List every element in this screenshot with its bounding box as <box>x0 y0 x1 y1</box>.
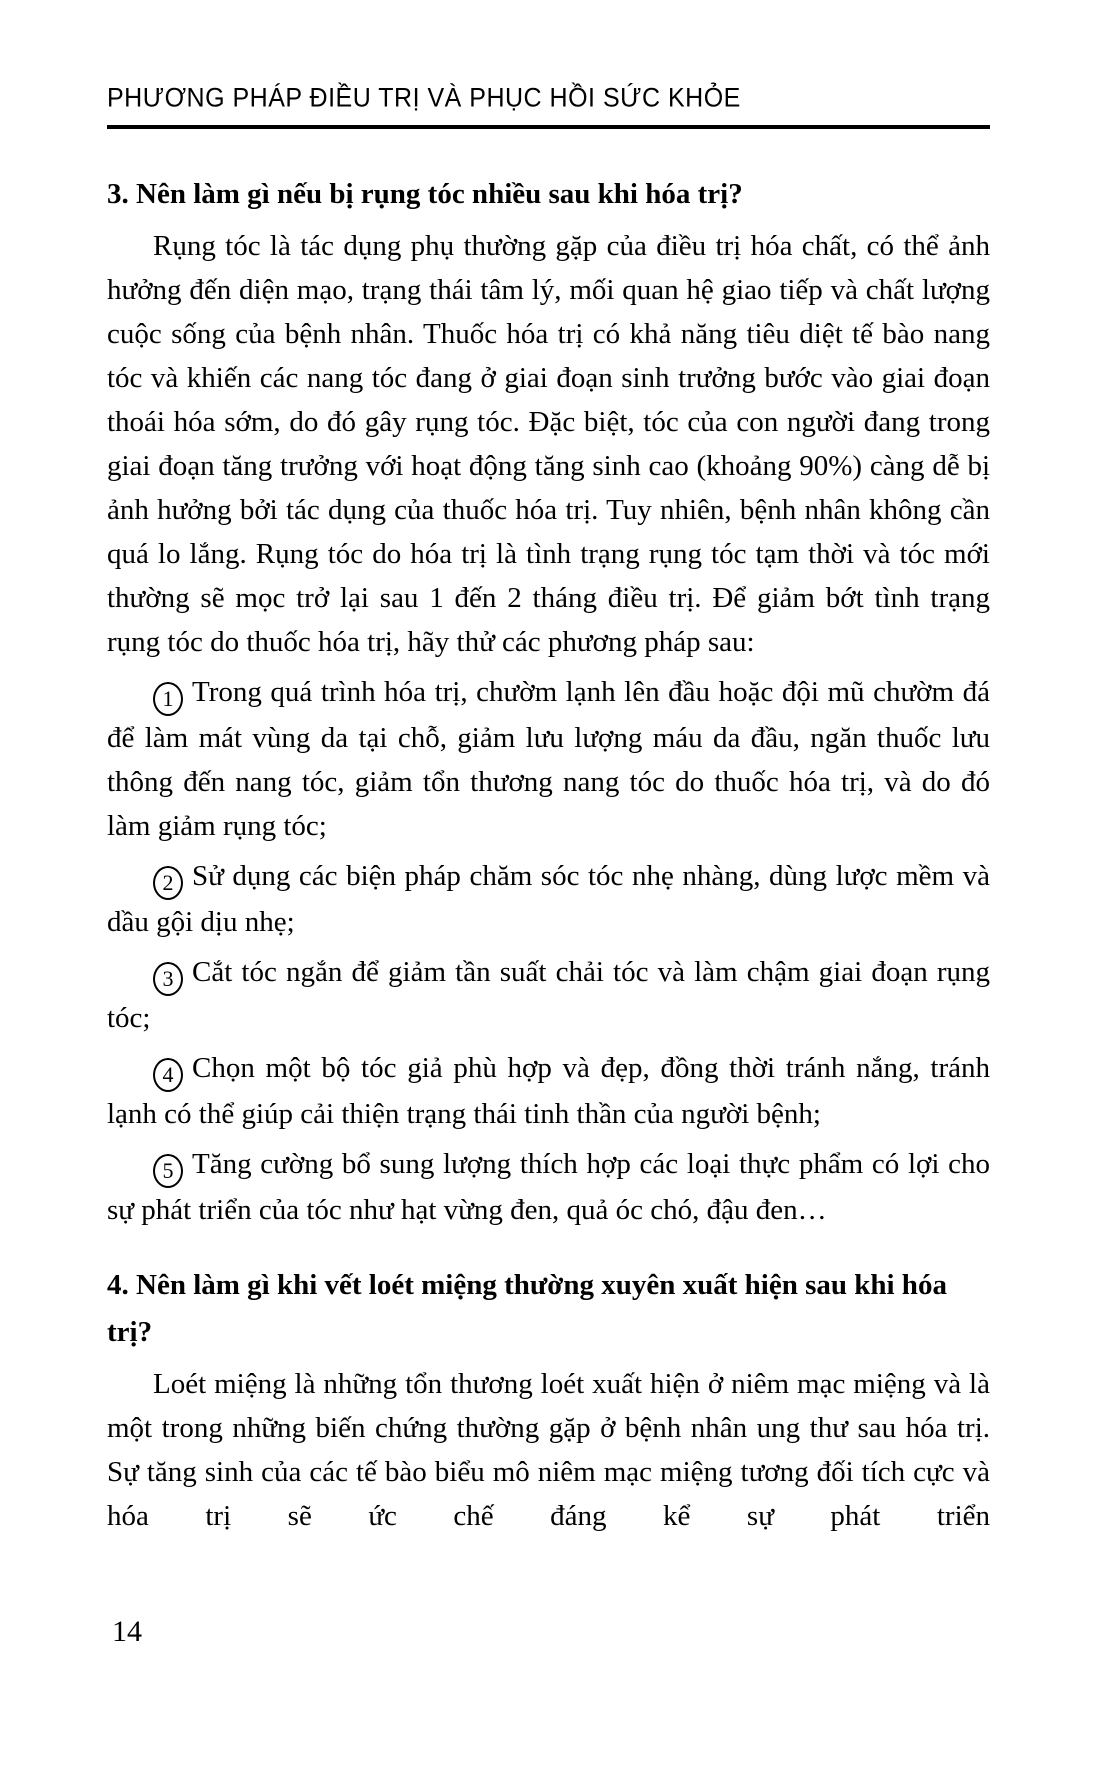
list-item-4-text: Chọn một bộ tóc giả phù hợp và đẹp, đồng thời tránh nắng, tránh lạnh có thể giúp cải thiện trạng thái tinh thần của người bệnh; <box>107 1052 990 1130</box>
list-item-3-text: Cắt tóc ngắn để giảm tần suất chải tóc và làm chậm giai đoạn rụng tóc; <box>107 956 990 1034</box>
page-header <box>107 84 990 129</box>
circled-number-3-marker: 3 <box>153 962 183 996</box>
list-item-2-text: Sử dụng các biện pháp chăm sóc tóc nhẹ nhàng, dùng lược mềm và dầu gội dịu nhẹ; <box>107 860 990 938</box>
list-item-3 <box>107 950 990 1040</box>
list-item-4 <box>107 1046 990 1136</box>
list-item-5-text: Tăng cường bổ sung lượng thích hợp các loại thực phẩm có lợi cho sự phát triển của tóc như hạt vừng đen, quả óc chó, đậu đen… <box>107 1148 990 1226</box>
list-item-2 <box>107 854 990 944</box>
section-4-intro-paragraph: Loét miệng là những tổn thương loét xuất hiện ở niêm mạc miệng và là một trong những biến chứng thường gặp ở bệnh nhân ung thư sau hóa trị. Sự tăng sinh của các tế bào biểu mô niêm mạc miệng tương đối tích cực và hóa trị sẽ ức chế đáng kể sự phát triển <box>107 1368 990 1532</box>
list-item-5 <box>107 1142 990 1232</box>
circled-number-4-marker: 4 <box>153 1058 183 1092</box>
page-content <box>107 84 990 1538</box>
page-number: 14 <box>112 1615 142 1648</box>
header-rule <box>107 125 990 129</box>
section-3-intro-paragraph: Rụng tóc là tác dụng phụ thường gặp của điều trị hóa chất, có thể ảnh hưởng đến diện mạo, trạng thái tâm lý, mối quan hệ giao tiếp và chất lượng cuộc sống của bệnh nhân. Thuốc hóa trị có khả năng tiêu diệt tế bào nang tóc và khiến các nang tóc đang ở giai đoạn sinh trưởng bước vào giai đoạn thoái hóa sớm, do đó gây rụng tóc. Đặc biệt, tóc của con người đang trong giai đoạn tăng trưởng với hoạt động tăng sinh cao (khoảng 90%) càng dễ bị ảnh hưởng bởi tác dụng của thuốc hóa trị. Tuy nhiên, bệnh nhân không cần quá lo lắng. Rụng tóc do hóa trị là tình trạng rụng tóc tạm thời và tóc mới thường sẽ mọc trở lại sau 1 đến 2 tháng điều trị. Để giảm bớt tình trạng rụng tóc do thuốc hóa trị, hãy thử các phương pháp sau: <box>107 230 990 658</box>
circled-number-1-marker: 1 <box>153 682 183 716</box>
circled-number-2-marker: 2 <box>153 866 183 900</box>
list-item-1-text: Trong quá trình hóa trị, chườm lạnh lên đầu hoặc đội mũ chườm đá để làm mát vùng da tại chỗ, giảm lưu lượng máu da đầu, ngăn thuốc lưu thông đến nang tóc, giảm tổn thương nang tóc do thuốc hóa trị, và do đó làm giảm rụng tóc; <box>107 676 990 842</box>
running-header-title: PHƯƠNG PHÁP ĐIỀU TRỊ VÀ PHỤC HỒI SỨC KHỎE <box>107 82 741 113</box>
section-4-heading: 4. Nên làm gì khi vết loét miệng thường xuyên xuất hiện sau khi hóa trị? <box>107 1269 947 1348</box>
circled-number-5-marker: 5 <box>153 1154 183 1188</box>
list-item-1 <box>107 670 990 848</box>
section-3-heading: 3. Nên làm gì nếu bị rụng tóc nhiều sau khi hóa trị? <box>107 178 743 210</box>
page-body <box>107 171 990 1538</box>
